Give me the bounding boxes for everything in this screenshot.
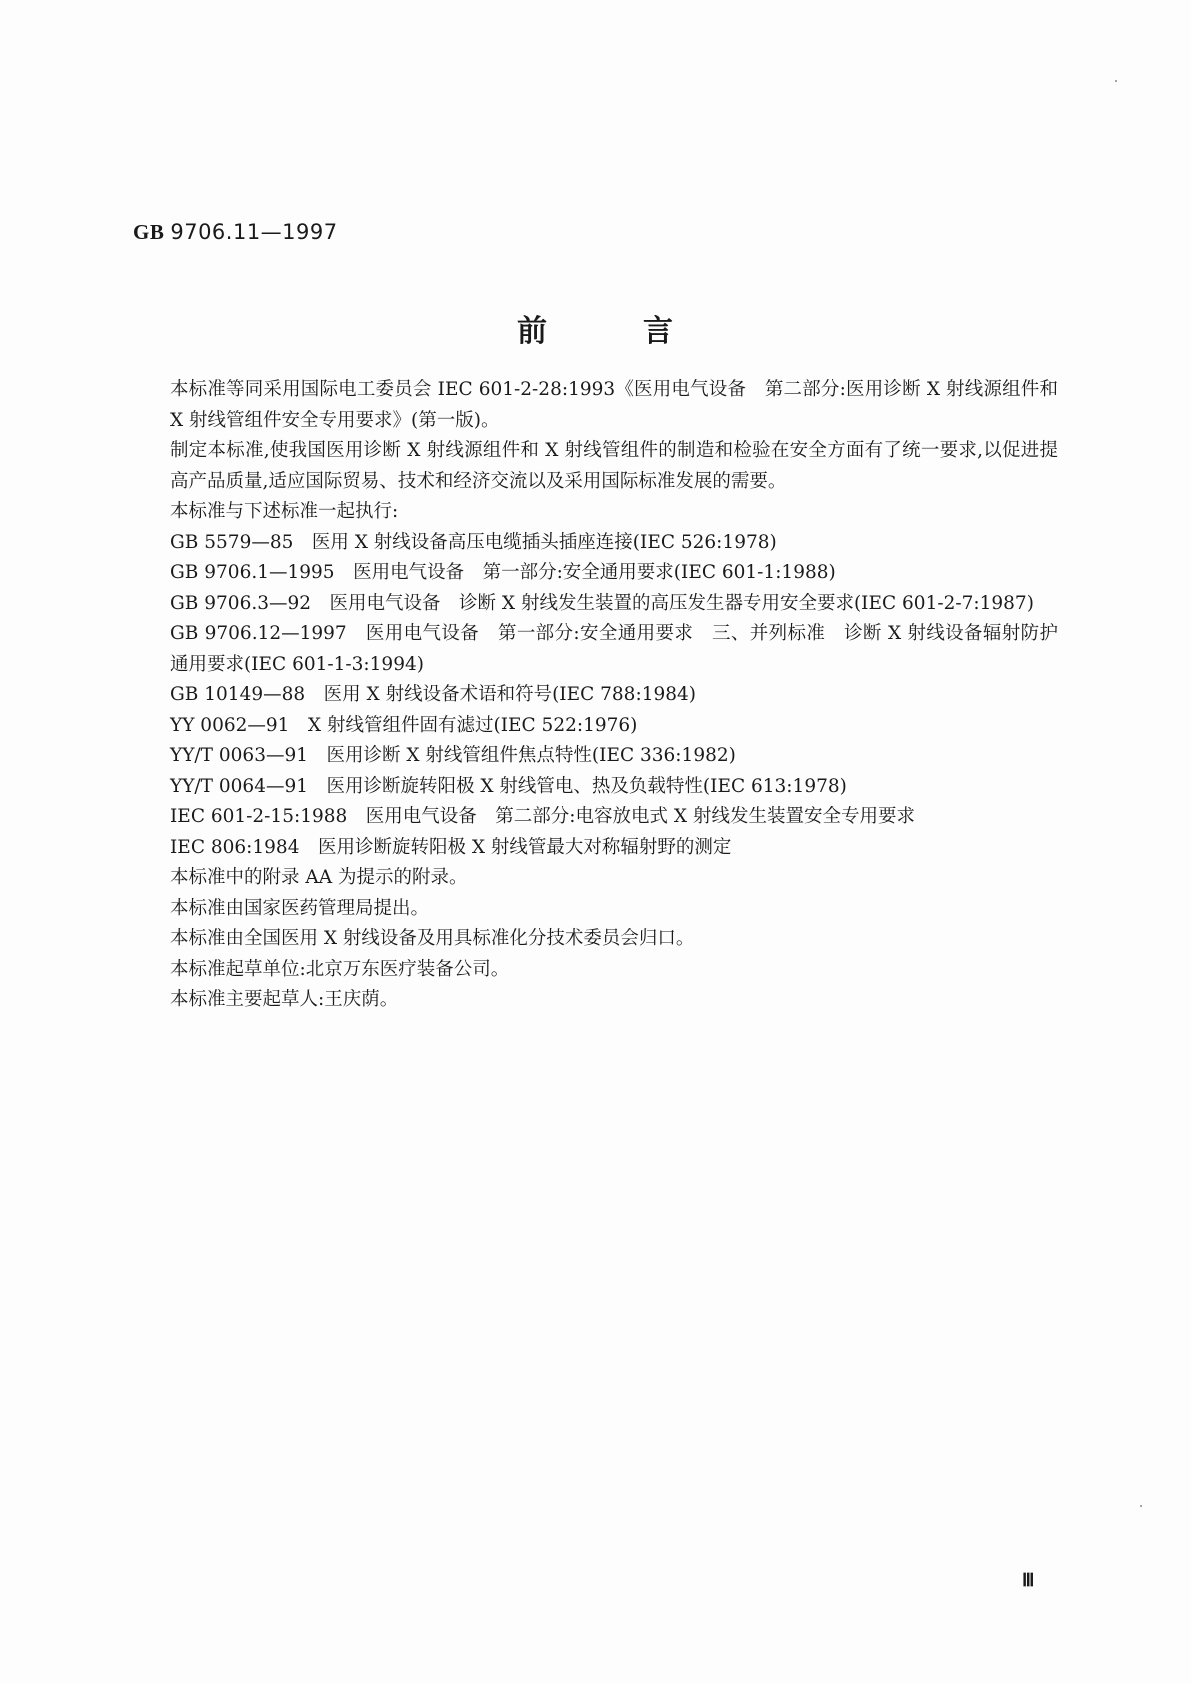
reference-item: IEC 601-2-15:1988 医用电气设备 第二部分:电容放电式 X 射线发生装置安全专用要求 — [170, 806, 915, 827]
closing-drafter: 本标准主要起草人:王庆荫。 — [170, 989, 399, 1010]
reference-item: GB 5579—85 医用 X 射线设备高压电缆插头插座连接(IEC 526:1978) — [170, 531, 777, 553]
paragraph-adoption: 本标准等同采用国际电工委员会 IEC 601-2-28:1993《医用电气设备 第二部分:医用诊断 X 射线源组件和 X 射线管组件安全专用要求》(第一版)。 — [170, 379, 1058, 431]
paragraph-purpose: 制定本标准,使我国医用诊断 X 射线源组件和 X 射线管组件的制造和检验在安全方面有了统一要求,以促进提高产品质量,适应国际贸易、技术和经济交流以及采用国际标准发展的需要。 — [170, 440, 1058, 492]
standard-number — [133, 220, 338, 245]
reference-item: GB 9706.3—92 医用电气设备 诊断 X 射线发生装置的高压发生器专用安全要求(IEC 601-2-7:1987) — [170, 592, 1034, 614]
closing-proposer: 本标准由国家医药管理局提出。 — [170, 897, 430, 919]
scan-speck — [1140, 1505, 1142, 1507]
preface-body — [133, 375, 1058, 1016]
title-char-1: 前 — [517, 314, 548, 349]
reference-item: GB 9706.1—1995 医用电气设备 第一部分:安全通用要求(IEC 601-1:1988) — [170, 562, 836, 583]
closing-appendix: 本标准中的附录 AA 为提示的附录。 — [170, 867, 468, 888]
reference-item: YY 0062—91 X 射线管组件固有滤过(IEC 522:1976) — [170, 714, 638, 736]
title-char-2: 言 — [643, 314, 674, 349]
standard-code: 9706.11—1997 — [170, 220, 338, 244]
closing-committee: 本标准由全国医用 X 射线设备及用具标准化分技术委员会归口。 — [170, 928, 695, 949]
reference-item: IEC 806:1984 医用诊断旋转阳极 X 射线管最大对称辐射野的测定 — [170, 836, 732, 858]
reference-item: GB 10149—88 医用 X 射线设备术语和符号(IEC 788:1984) — [170, 684, 696, 705]
reference-item: GB 9706.12—1997 医用电气设备 第一部分:安全通用要求 三、并列标准 诊断 X 射线设备辐射防护通用要求(IEC 601-1-3:1994) — [170, 623, 1058, 675]
scan-speck — [1115, 80, 1117, 82]
page-number: Ⅲ — [1022, 1570, 1035, 1590]
closing-drafting-unit: 本标准起草单位:北京万东医疗装备公司。 — [170, 958, 510, 980]
page-title — [0, 306, 1191, 350]
standard-prefix: GB — [133, 220, 165, 244]
paragraph-references-intro: 本标准与下述标准一起执行: — [170, 501, 399, 522]
reference-item: YY/T 0064—91 医用诊断旋转阳极 X 射线管电、热及负载特性(IEC 613:1978) — [170, 775, 847, 797]
reference-item: YY/T 0063—91 医用诊断 X 射线管组件焦点特性(IEC 336:1982) — [170, 745, 736, 766]
